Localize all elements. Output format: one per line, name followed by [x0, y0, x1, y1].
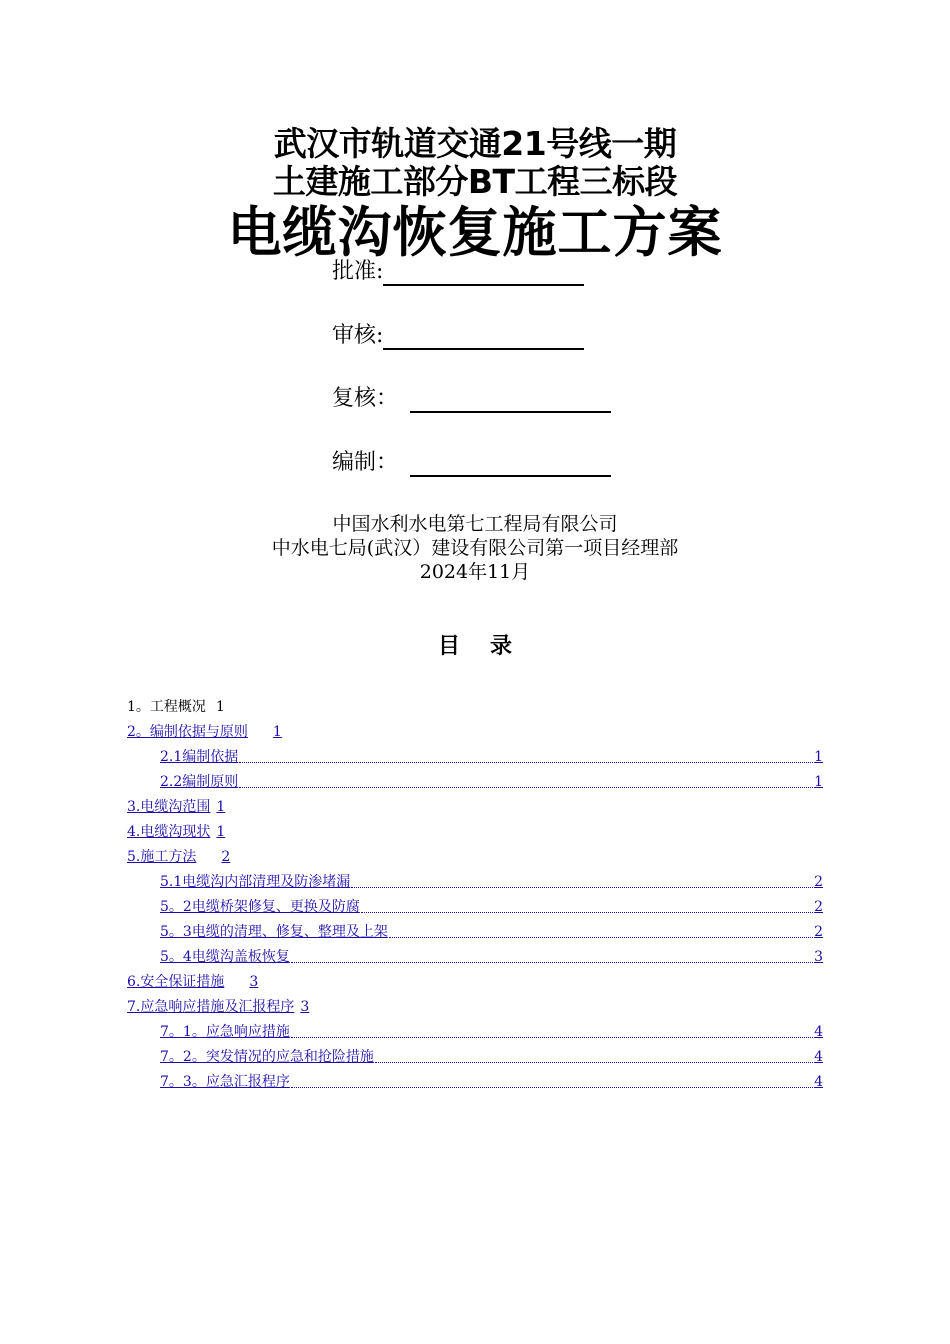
toc-leader-dots: [239, 761, 813, 763]
review-signature-line: [383, 328, 584, 350]
document-title: 电缆沟恢复施工方案: [227, 201, 723, 264]
compile-label: 编制：: [332, 450, 399, 475]
toc-title-char-2: 录: [490, 634, 513, 659]
toc-title-char-1: 目: [437, 634, 460, 659]
compile-signature-row: [332, 449, 611, 477]
toc-item-tray-repair[interactable]: [160, 897, 823, 917]
compile-signature-line: [410, 455, 611, 477]
toc-item-scope[interactable]: [127, 797, 225, 817]
approve-signature-row: [332, 258, 584, 286]
toc-item-page: 2: [814, 924, 823, 940]
toc-item-basis[interactable]: [160, 747, 823, 767]
toc-leader-dots: [361, 911, 813, 913]
toc-item-page: 4: [814, 1049, 823, 1065]
toc-item-label: 7。1。应急响应措施: [160, 1024, 290, 1040]
toc-item-label: 7。2。突发情况的应急和抢险措施: [160, 1049, 374, 1065]
toc-item-label: 3.电缆沟范围: [127, 799, 211, 815]
department-name: 中水电七局(武汉）建设有限公司第一项目经理部: [271, 537, 679, 559]
toc-item-status[interactable]: [127, 822, 225, 842]
recheck-signature-row: [332, 385, 611, 413]
toc-item-page: 2: [221, 849, 231, 865]
company-name: 中国水利水电第七工程局有限公司: [332, 513, 618, 535]
toc-item-label: 5。2电缆桥架修复、更换及防腐: [160, 899, 360, 915]
approve-signature-line: [383, 264, 584, 286]
toc-item-cable-arrangement[interactable]: [160, 922, 823, 942]
toc-item-label: 1。工程概况: [127, 699, 206, 715]
toc-item-label: 5。3电缆的清理、修复、整理及上架: [160, 924, 388, 940]
toc-item-page: 1: [272, 724, 282, 740]
toc-item-label: 4.电缆沟现状: [127, 824, 211, 840]
review-signature-row: [332, 322, 584, 350]
toc-leader-dots: [389, 936, 813, 938]
toc-item-label: 7。3。应急汇报程序: [160, 1074, 290, 1090]
toc-item-basis-principles[interactable]: [127, 722, 282, 742]
toc-item-page: 2: [814, 874, 823, 890]
toc-item-label: 2。编制依据与原则: [127, 724, 248, 740]
toc-item-label: 5.1电缆沟内部清理及防渗堵漏: [160, 874, 351, 890]
toc-item-page: 4: [814, 1074, 823, 1090]
toc-item-safety[interactable]: [127, 972, 258, 992]
toc-item-page: 3: [300, 999, 310, 1015]
toc-title: [0, 632, 950, 662]
toc-item-label: 6.安全保证措施: [127, 974, 225, 990]
toc-item-page: 2: [814, 899, 823, 915]
toc-item-cover-restoration[interactable]: [160, 947, 823, 967]
recheck-label: 复核：: [332, 386, 399, 411]
toc-leader-dots: [351, 886, 813, 888]
toc-item-page: 1: [814, 749, 823, 765]
approve-label: 批准:: [332, 259, 384, 284]
toc-item-emergency[interactable]: [127, 997, 309, 1017]
toc-leader-dots: [291, 961, 813, 963]
toc-item-label: 5.施工方法: [127, 849, 197, 865]
title-line-1: 武汉市轨道交通21号线一期: [273, 124, 677, 163]
toc-item-label: 5。4电缆沟盖板恢复: [160, 949, 290, 965]
toc-leader-dots: [239, 786, 813, 788]
toc-leader-dots: [291, 1036, 813, 1038]
document-date: 2024年11月: [419, 561, 531, 583]
toc-item-methods[interactable]: [127, 847, 230, 867]
title-line-2: 土建施工部分BT工程三标段: [272, 162, 678, 201]
toc-item-label: 2.1编制依据: [160, 749, 239, 765]
review-label: 审核:: [332, 323, 384, 348]
toc-item-page: 1: [216, 799, 226, 815]
toc-item-reporting[interactable]: [160, 1072, 823, 1092]
toc-leader-dots: [375, 1061, 813, 1063]
toc-item-page: 3: [249, 974, 259, 990]
toc-item-page: 1: [216, 824, 226, 840]
toc-item-overview: [127, 697, 225, 717]
recheck-signature-line: [410, 391, 611, 413]
toc-item-cleaning-sealing[interactable]: [160, 872, 823, 892]
toc-item-label: 2.2编制原则: [160, 774, 239, 790]
toc-item-page: 1: [814, 774, 823, 790]
toc-item-rescue-measures[interactable]: [160, 1047, 823, 1067]
toc-item-emergency-response[interactable]: [160, 1022, 823, 1042]
toc-item-principles[interactable]: [160, 772, 823, 792]
toc-leader-dots: [291, 1086, 813, 1088]
toc-item-page: 1: [215, 699, 225, 715]
toc-item-page: 3: [814, 949, 823, 965]
toc-item-label: 7.应急响应措施及汇报程序: [127, 999, 295, 1015]
toc-item-page: 4: [814, 1024, 823, 1040]
